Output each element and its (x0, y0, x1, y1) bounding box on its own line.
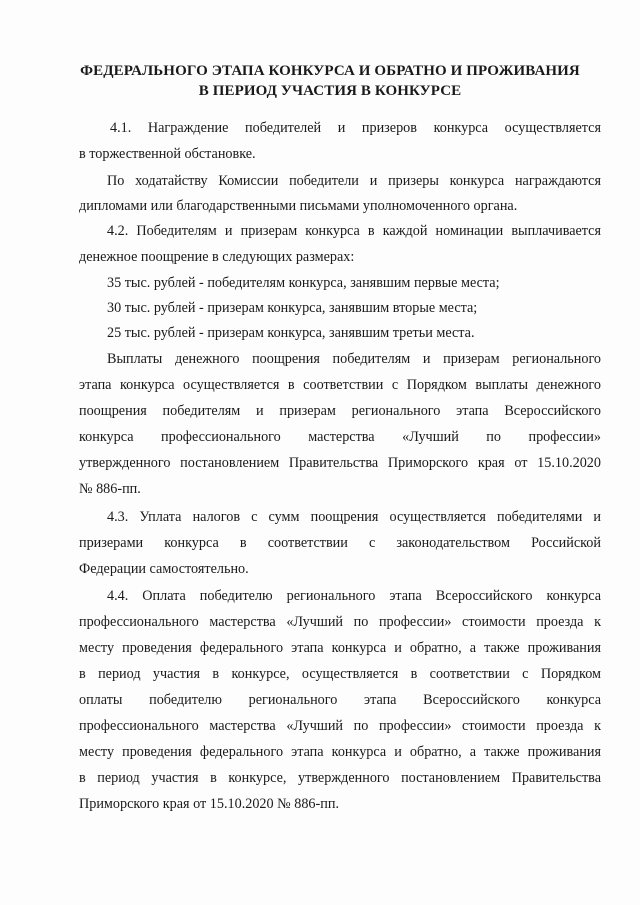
list-item: 30 тыс. рублей - призерам конкурса, занявшим вторые места; (107, 300, 478, 316)
paragraph-line: в период участия в конкурсе, утвержденного постановлением Правительства (79, 770, 601, 786)
paragraph-line: 4.1. Награждение победителей и призеров конкурса осуществляется (110, 120, 601, 136)
paragraph-line: месту проведения федерального этапа конкурса и обратно, а также проживания (79, 640, 601, 656)
paragraph-line: 4.3. Уплата налогов с сумм поощрения осуществляется победителями и (107, 509, 601, 525)
paragraph-line: денежное поощрение в следующих размерах: (79, 249, 355, 265)
paragraph-line: Выплаты денежного поощрения победителям и призерам регионального (107, 351, 601, 367)
paragraph-line: поощрения победителям и призерам регионального этапа Всероссийского (79, 403, 601, 419)
paragraph-line: профессионального мастерства «Лучший по профессии» стоимости проезда к (79, 718, 601, 734)
paragraph-line: профессионального мастерства «Лучший по профессии» стоимости проезда к (79, 614, 601, 630)
paragraph-line: конкурса профессионального мастерства «Лучший по профессии» (79, 429, 601, 445)
paragraph-line: дипломами или благодарственными письмами уполномоченного органа. (79, 198, 518, 214)
paragraph-line: призерами конкурса в соответствии с законодательством Российской (79, 535, 601, 551)
list-item: 35 тыс. рублей - победителям конкурса, занявшим первые места; (107, 275, 500, 291)
paragraph-line: № 886-пп. (79, 481, 141, 497)
paragraph-line: этапа конкурса осуществляется в соответствии с Порядком выплаты денежного (79, 377, 601, 393)
list-item: 25 тыс. рублей - призерам конкурса, занявшим третьи места. (107, 325, 475, 341)
paragraph-line: оплаты победителю регионального этапа Всероссийского конкурса (79, 692, 601, 708)
heading-line-1: ФЕДЕРАЛЬНОГО ЭТАПА КОНКУРСА И ОБРАТНО И ПРОЖИВАНИЯ (80, 63, 580, 79)
paragraph-line: в период участия в конкурсе, осуществляется в соответствии с Порядком (79, 666, 601, 682)
section-heading (60, 61, 600, 101)
paragraph-line: Федерации самостоятельно. (79, 561, 249, 577)
paragraph-line: По ходатайству Комиссии победители и призеры конкурса награждаются (107, 173, 601, 189)
heading-line-2: В ПЕРИОД УЧАСТИЯ В КОНКУРСЕ (198, 83, 462, 99)
paragraph-line: Приморского края от 15.10.2020 № 886-пп. (79, 796, 339, 812)
paragraph-line: 4.2. Победителям и призерам конкурса в каждой номинации выплачивается (107, 223, 601, 239)
paragraph-line: месту проведения федерального этапа конкурса и обратно, а также проживания (79, 744, 601, 760)
paragraph-line: в торжественной обстановке. (79, 146, 256, 162)
paragraph-line: утвержденного постановлением Правительства Приморского края от 15.10.2020 (79, 455, 601, 471)
paragraph-line: 4.4. Оплата победителю регионального этапа Всероссийского конкурса (107, 588, 601, 604)
